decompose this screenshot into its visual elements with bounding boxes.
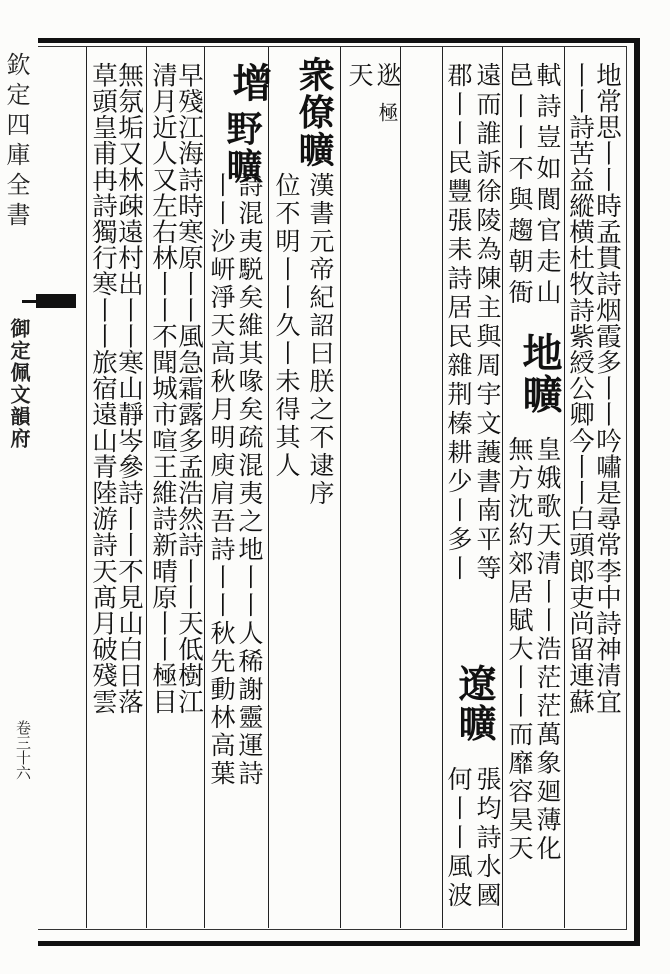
book-title: 御定佩文韻府 <box>7 318 31 450</box>
text-column-6b: 何丨丨風波 <box>444 766 473 911</box>
column-rule <box>502 47 503 928</box>
text-column-14: 清月近人又左右林丨丨不聞城市喧王維詩新晴原丨丨極目 <box>148 62 178 715</box>
column-rule <box>400 47 401 928</box>
column-rule <box>340 47 341 928</box>
headword-di-kuang-text: 地曠 <box>516 332 563 415</box>
headword-yuan-kuang <box>446 664 496 764</box>
text-column-11: 詩混夷駾矣維其喙矣疏混夷之地丨丨人稀謝靈運詩 <box>235 172 264 788</box>
text-column-5b: 張均詩水國 <box>473 766 502 911</box>
text-column-5: 遠而誰訴徐陵為陳主與周宇文䕶書南平等 <box>473 62 502 584</box>
text-column-4b: 無方沈約郊居賦大丨丨而靡容昊天 <box>505 436 534 864</box>
headword-zeng: 增 <box>226 62 273 104</box>
text-column-7-ji: 極 <box>375 102 399 124</box>
column-rule <box>268 47 269 928</box>
text-column-3: 軾詩豈如閬官走山 <box>533 62 562 310</box>
column-rule <box>146 47 147 928</box>
headword-ye-kuang-text: 野曠 <box>221 110 263 185</box>
library-label: 欽定四庫全書 <box>2 52 30 232</box>
headword-shu-liao-kuang-text: 衆僚曠 <box>293 56 335 169</box>
column-rule <box>204 47 205 928</box>
text-column-3b: 皇娥歌天清丨丨浩茫茫萬象廻薄化 <box>533 436 562 864</box>
text-column-1: 地常思丨丨時孟貫詩烟霞多丨丨吟嘯是尋常李中詩神清宜 <box>592 62 622 715</box>
text-column-16: 草頭皇甫冉詩獨行寒丨丨旅宿遠山青陸游詩天髙月破殘雲 <box>88 62 118 715</box>
text-column-13: 早殘江海詩時寒原丨丨風急霜露多孟浩然詩丨丨天低樹江 <box>174 62 204 715</box>
text-column-8: 天 <box>345 62 374 89</box>
text-column-15: 無氛垢又林疎遠村出丨丨寒山靜岑參詩丨丨不見山白日落 <box>114 62 144 715</box>
column-rule <box>86 47 87 928</box>
text-column-2: 丨丨詩苦益縱横杜牧詩紫綬公卿今丨丨白頭郎吏尚留連蘇 <box>565 62 595 715</box>
text-column-7: 逖 <box>373 62 402 89</box>
text-column-4: 邑丨丨不與趨朝衙 <box>505 62 534 310</box>
text-column-12: 丨丨沙岍淨天高秋月明庾肩吾詩丨丨秋先動林高葉 <box>207 172 236 788</box>
text-column-6: 郡丨丨民豐張耒詩居民雜荆榛耕少丨多丨 <box>444 62 473 584</box>
headword-yuan-kuang-text: 遼曠 <box>452 664 497 743</box>
text-column-9: 漢書元帝紀詔曰朕之不逮序 <box>306 172 335 508</box>
text-column-10: 位不明丨丨久丨未得其人 <box>272 172 301 480</box>
folio-number: 卷三十六 <box>14 720 32 780</box>
headword-di-kuang <box>512 332 562 432</box>
